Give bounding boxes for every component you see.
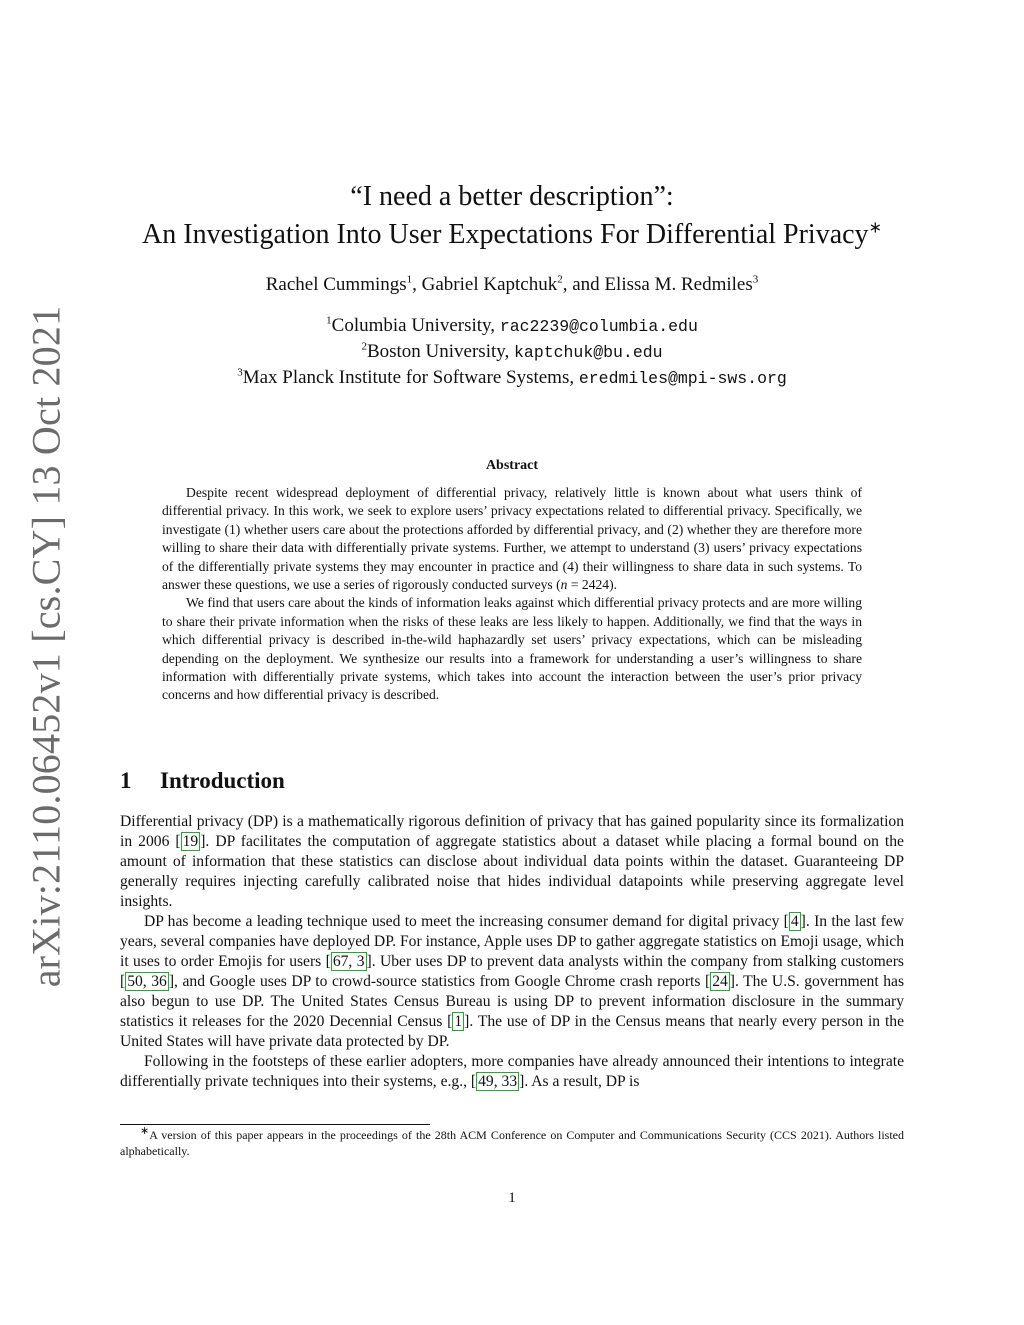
affiliation-name: Columbia University, <box>331 315 500 336</box>
abstract-body <box>162 484 862 705</box>
citation-link[interactable]: 1 <box>454 1013 463 1030</box>
abstract-paragraph <box>162 484 862 594</box>
affiliation-sup: 2 <box>361 340 367 353</box>
citation-link[interactable]: 4 <box>790 913 799 930</box>
abstract-paragraph: We find that users care about the kinds of information leaks against which differential privacy protects and are more willing to share their private information when the risks of these leaks are less likely to happen. Additionally, we find that the ways in which differential privacy is described in-the-wild haphazardly set users’ privacy expectations, which can be misleading depending on the deployment. We synthesize our results into a framework for understanding a user’s willingness to share information with differentially private systems, which takes into account the interaction between the user’s prior privacy concerns and how differential privacy is described. <box>162 595 862 703</box>
citation-link[interactable]: 19 <box>182 833 199 850</box>
body-text: . Uber uses DP to prevent data analysts within the company from stalking customers <box>371 953 904 970</box>
citation-link[interactable]: 67, 3 <box>332 953 365 970</box>
body-text: Differential privacy (DP) is a mathematically rigorous definition of privacy that has gained popularity since its formalization in 2006 <box>120 813 904 850</box>
author-name: Gabriel Kaptchuk <box>421 274 558 295</box>
affiliation-email[interactable]: kaptchuk@bu.edu <box>514 343 663 362</box>
abstract-text: = 2424). <box>567 577 618 593</box>
affiliation-name: Max Planck Institute for Software Systems, <box>242 367 579 388</box>
affiliation <box>100 365 924 391</box>
abstract-text: Despite recent widespread deployment of differential privacy, relatively little is known about what users think of differential privacy. In this work, we seek to explore users’ privacy expectations related to differential privacy. Specifically, we investigate (1) whether users care about the protections afforded by differential privacy, and (2) whether they are therefore more willing to share their data with differentially private systems. Further, we attempt to understand (3) users’ privacy expectations of the differentially private systems they may encounter in practice and (4) their willingness to share data in such systems. To answer these questions, we use a series of rigorously conducted surveys ( <box>162 485 862 593</box>
title-line-2 <box>100 216 924 254</box>
body-text: DP has become a leading technique used to meet the increasing consumer demand for digital privacy <box>144 913 784 930</box>
affiliation-sup: 1 <box>326 314 332 327</box>
title-footnote-marker[interactable]: ∗ <box>868 219 882 237</box>
body-text: . The use of DP in the Census means that nearly every person in the United States will have private data protected by DP. <box>120 1013 904 1050</box>
footnote-divider <box>120 1124 430 1125</box>
affiliation-email[interactable]: eredmiles@mpi-sws.org <box>578 369 787 388</box>
author-name: Elissa M. Redmiles <box>604 274 753 295</box>
author-affil-sup: 2 <box>557 273 563 286</box>
body-paragraph: DP has become a leading technique used to meet the increasing consumer demand for digital privacy [ 4 ]. In the last few years, several companies have deployed DP. For instance, Apple uses DP to gather aggregate statistics on Emoji usage, which it uses to order Emojis for users [ 67, 3 ]. Uber uses DP to prevent data analysts within the company from stalking customers [ 50, 36 ], and Google uses DP to crowd-source statistics from Google Chrome crash reports [ 24 ]. The U.S. government has also begun to use DP. The United States Census Bureau is using DP to prevent information disclosure in the summary statistics it releases for the 2020 Decennial Census [ 1 ]. The use of DP in the Census means that nearly every person in the United States will have private data protected by DP. <box>120 913 905 1050</box>
body-text: . DP facilitates the computation of aggregate statistics about a dataset while placing a formal bound on the amount of information that these statistics can disclose about individual data points within the dataset. Guaranteeing DP generally requires injecting carefully calibrated noise that hides individual datapoints while preserving aggregate level insights. <box>120 833 904 910</box>
body-text: . The U.S. government has also begun to use DP. The United States Census Bureau is using DP to prevent information disclosure in the summary statistics it releases for the 2020 Decennial Census <box>120 973 905 1030</box>
author-name: Rachel Cummings <box>265 274 407 295</box>
citation-link[interactable]: 24 <box>712 973 728 990</box>
affiliation <box>100 339 924 365</box>
citation-link[interactable]: 49, 33 <box>478 1073 518 1090</box>
author-list <box>100 272 924 298</box>
affiliation <box>100 313 924 339</box>
footnote-text <box>120 1127 904 1159</box>
title-line-2-text: An Investigation Into User Expectations For Differential Privacy <box>142 219 869 250</box>
paper-title <box>100 178 924 254</box>
body-text: , and Google uses DP to crowd-source statistics from Google Chrome crash reports <box>174 973 705 990</box>
footnote-marker: ∗ <box>140 1125 150 1137</box>
citation-link[interactable]: 50, 36 <box>127 973 167 990</box>
introduction-body <box>120 812 904 1092</box>
affiliation-name: Boston University, <box>366 341 515 362</box>
title-line-1: “I need a better description”: <box>350 181 674 212</box>
body-text: . In the last few years, several companies have deployed DP. For instance, Apple uses DP to gather aggregate statistics on Emoji usage, which it uses to order Emojis for users <box>120 913 905 970</box>
affiliation-sup: 3 <box>237 366 243 379</box>
arxiv-identifier-text: arXiv:2110.06452v1 [cs.CY] 13 Oct 2021 <box>23 305 69 987</box>
page-number: 1 <box>508 1190 516 1206</box>
section-number: 1 <box>120 768 132 793</box>
abstract-heading: Abstract <box>485 458 539 473</box>
author-separator: , and <box>562 274 605 295</box>
abstract-variable: n <box>560 577 568 593</box>
body-text: . As a result, DP is <box>524 1073 640 1090</box>
affiliation-list <box>100 313 924 391</box>
body-paragraph: Following in the footsteps of these earlier adopters, more companies have already announced their intentions to integrate differentially private techniques into their systems, e.g., [ 49, 33 ]. As a result, DP is <box>120 1053 904 1090</box>
footnote <box>120 1127 904 1159</box>
affiliation-email[interactable]: rac2239@columbia.edu <box>499 317 698 336</box>
body-text: Following in the footsteps of these earlier adopters, more companies have already announced their intentions to integrate differentially private techniques into their systems, e.g., <box>120 1053 904 1090</box>
author-separator: , <box>412 274 422 295</box>
footnote-body: A version of this paper appears in the proceedings of the 28th ACM Conference on Computer and Communications Security (CCS 2021). Authors listed alphabetically. <box>120 1128 904 1158</box>
author-affil-sup: 3 <box>752 273 759 286</box>
author-affil-sup: 1 <box>406 273 413 286</box>
section-heading <box>120 768 285 794</box>
arxiv-identifier <box>22 305 70 987</box>
body-paragraph: Differential privacy (DP) is a mathematically rigorous definition of privacy that has gained popularity since its formalization in 2006 [ 19 ]. DP facilitates the computation of aggregate statistics about a dataset while placing a formal bound on the amount of information that these statistics can disclose about individual data points within the dataset. Guaranteeing DP generally requires injecting carefully calibrated noise that hides individual datapoints while preserving aggregate level insights. <box>120 813 904 910</box>
section-title: Introduction <box>160 768 285 793</box>
